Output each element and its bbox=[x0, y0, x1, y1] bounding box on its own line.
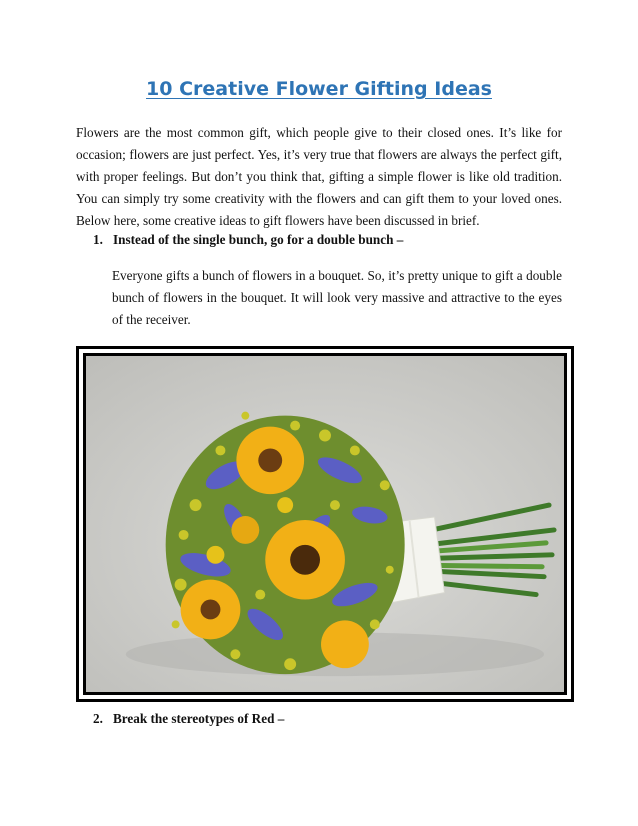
list-item-number-2: 2. bbox=[93, 711, 103, 726]
list-item-heading-2 bbox=[93, 711, 284, 727]
list-item-heading-text-1: Instead of the single bunch, go for a double bunch – bbox=[113, 232, 404, 247]
list-item-heading-text-2: Break the stereotypes of Red – bbox=[113, 711, 285, 726]
bouquet-photo-frame bbox=[76, 346, 574, 702]
document-title: 10 Creative Flower Gifting Ideas bbox=[146, 78, 492, 100]
intro-paragraph: Flowers are the most common gift, which people give to their closed ones. It’s like for occasion; flowers are just perfect. Yes, it’s very true that flowers are always the perfect gift, with proper feelings. But don’t you think that, gifting a simple flower is like old tradition. You can simply try some creativity with the flowers and can gift them to your loved ones. Below here, some creative ideas to gift flowers have been discussed in brief. bbox=[76, 125, 562, 228]
list-item-body-1: Everyone gifts a bunch of flowers in a bouquet. So, it’s pretty unique to gift a double bunch of flowers in the bouquet. It will look very massive and attractive to the eyes of the receiver. bbox=[112, 268, 562, 327]
bouquet-photo bbox=[83, 353, 567, 695]
bouquet-illustration bbox=[86, 356, 564, 692]
list-item-number-1: 1. bbox=[93, 232, 103, 247]
list-item-heading-1 bbox=[93, 232, 403, 248]
